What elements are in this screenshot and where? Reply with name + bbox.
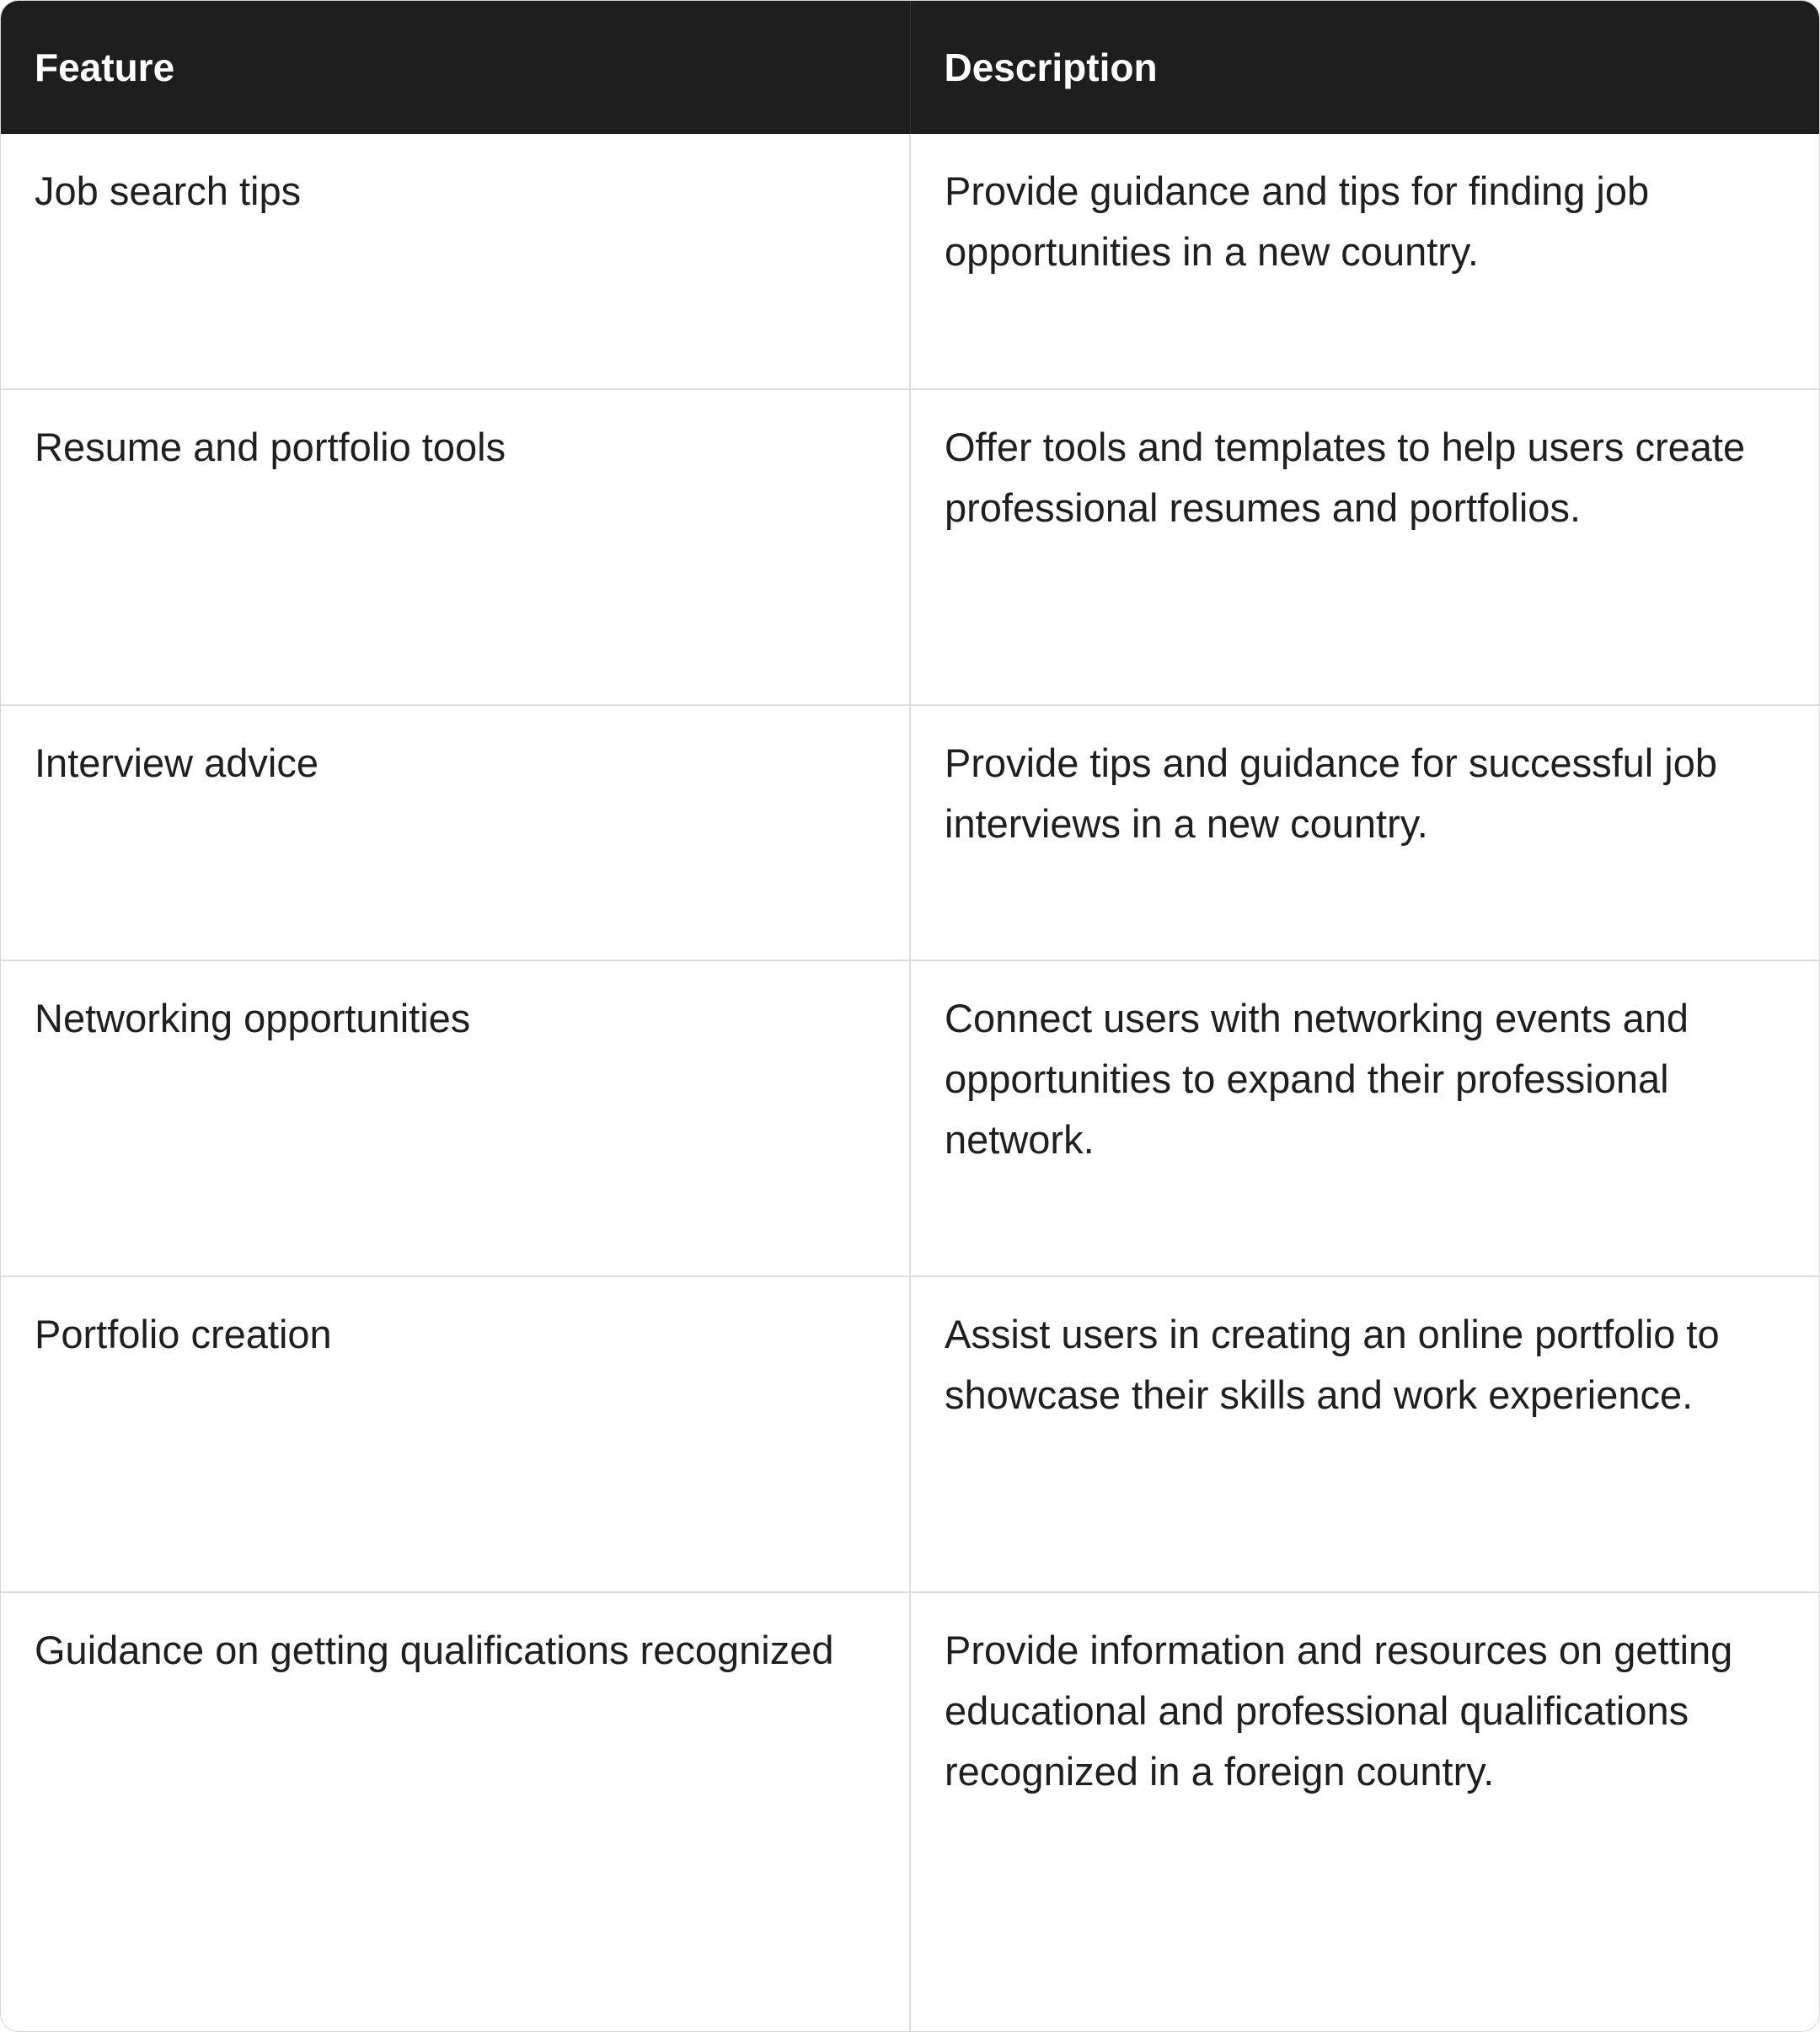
feature-cell: Job search tips xyxy=(35,168,302,213)
description-cell: Assist users in creating an online portfolio to showcase their skills and work experience. xyxy=(910,1276,1819,1592)
header-description: Description xyxy=(910,1,1819,134)
description-cell: Connect users with networking events and opportunities to expand their professional network. xyxy=(910,960,1819,1276)
description-cell: Provide tips and guidance for successful job interviews in a new country. xyxy=(910,705,1819,960)
table-row xyxy=(1,134,1819,389)
feature-cell: Portfolio creation xyxy=(1,1276,910,1592)
feature-cell: Networking opportunities xyxy=(1,960,910,1276)
table-row xyxy=(1,1276,1819,1592)
table-row xyxy=(1,705,1819,960)
table-row xyxy=(1,389,1819,705)
table-header xyxy=(1,1,1819,134)
table-row xyxy=(1,960,1819,1276)
description-cell: Provide guidance and tips for finding job opportunities in a new country. xyxy=(910,134,1819,389)
description-cell: Provide information and resources on getting educational and professional qualifications recognized in a foreign country. xyxy=(910,1592,1819,2031)
header-feature: Feature xyxy=(1,1,910,134)
table-body xyxy=(1,134,1819,2031)
feature-cell: Resume and portfolio tools xyxy=(1,389,910,705)
description-cell: Offer tools and templates to help users create professional resumes and portfolios. xyxy=(910,389,1819,705)
feature-cell: Guidance on getting qualifications recognized xyxy=(1,1592,910,2031)
feature-cell: Interview advice xyxy=(1,705,910,960)
header-row xyxy=(1,1,1819,134)
feature-table xyxy=(1,1,1819,2031)
table-row xyxy=(1,1592,1819,2031)
